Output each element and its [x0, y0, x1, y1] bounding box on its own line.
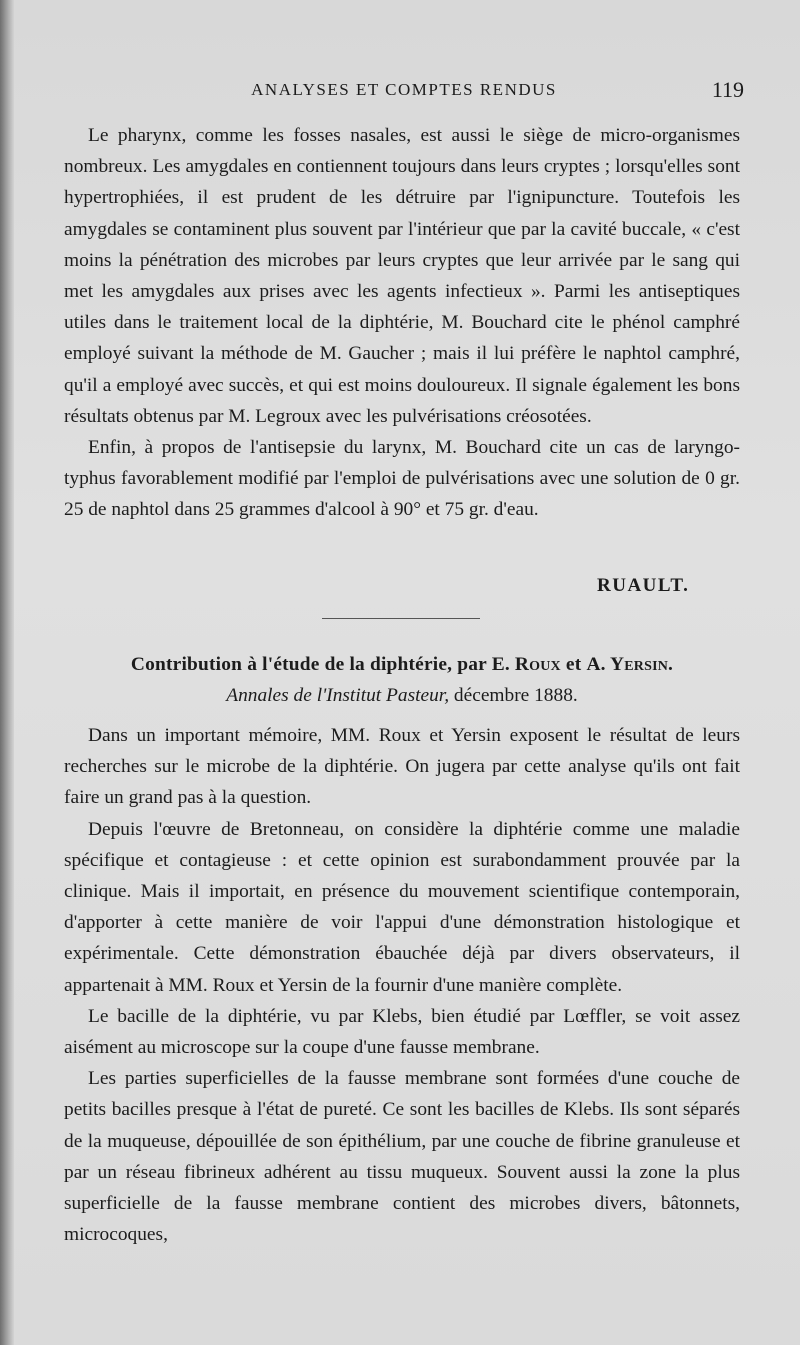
paragraph: Le pharynx, comme les fosses nasales, est aussi le siège de micro-organismes nombreux. Les amygdales en contiennent toujours dans leurs cryptes ; lorsqu'elles sont hypertrophiées, il est prudent de les détruire par l'ignipuncture. Toutefois les amygdales se contaminent plus souvent par l'intérieur que par la cavité buccale, « c'est moins la pénétration des microbes par leurs cryptes que leur arrivée par le sang qui met les amygdales aux prises avec les agents infectieux ». Parmi les antiseptiques utiles dans le traitement local de la diphtérie, M. Bouchard cite le phénol camphré employé suivant la méthode de M. Gaucher ; mais il lui préfère le naphtol camphré, qu'il a employé avec succès, et qui est moins douloureux. Il signale également les bons résultats obtenus par M. Legroux avec les pulvérisations créosotées. [64, 125, 740, 427]
paragraph: Depuis l'œuvre de Bretonneau, on considère la diphtérie comme une maladie spécifique et contagieuse : et cette opinion est surabondamment prouvée par la clinique. Mais il importait, en présence du mouvement scientifique contemporain, d'apporter à cette manière de voir l'appui d'une démonstration histologique et expérimentale. Cette démonstration ébauchée déjà par divers observateurs, il appartenait à MM. Roux et Yersin de la fournir d'une manière complète. [64, 818, 740, 996]
author-yersin: A. Yersin. [586, 654, 674, 675]
page-header [64, 77, 744, 110]
paragraph: Enfin, à propos de l'antisepsie du larynx, M. Bouchard cite un cas de laryngo-typhus favorablement modifié par l'emploi de pulvérisations avec une solution de 0 gr. 25 de naphtol dans 25 grammes d'alcool à 90° et 75 gr. d'eau. [64, 437, 740, 521]
paragraph: Les parties superficielles de la fausse membrane sont formées d'une couche de petits bacilles presque à l'état de pureté. Ce sont les bacilles de Klebs. Ils sont séparés de la muqueuse, dépouillée de son épithélium, par une couche de fibrine granuleuse et par un réseau fibrineux adhérent au tissu muqueux. Souvent aussi la zone la plus superficielle de la fausse membrane contient des microbes divers, bâtonnets, microcoques, [64, 1068, 740, 1246]
page-number: 119 [711, 77, 744, 102]
section-divider [322, 618, 480, 619]
previous-review-text [64, 120, 740, 526]
reviewer-signature: RUAULT. [597, 575, 690, 596]
article-heading [64, 649, 740, 711]
and-word: et [565, 654, 582, 675]
publication-date: décembre 1888. [453, 685, 578, 706]
author-roux: E. Roux [491, 654, 561, 675]
by-word: par [457, 654, 487, 675]
article-body [64, 720, 740, 1250]
paragraph: Le bacille de la diphtérie, vu par Klebs, bien étudié par Lœffler, se voit assez aisément au microscope sur la coupe d'une fausse membrane. [64, 1005, 740, 1059]
book-page [14, 0, 800, 1345]
journal-name: Annales de l'Institut Pasteur, [226, 685, 450, 706]
page-binding-edge [0, 0, 14, 1345]
article-title: Contribution à l'étude de la diphtérie, [130, 654, 453, 675]
paragraph: Dans un important mémoire, MM. Roux et Yersin exposent le résultat de leurs recherches sur le microbe de la diphtérie. On jugera par cette analyse qu'ils ont fait faire un grand pas à la question. [64, 725, 740, 809]
running-title: ANALYSES ET COMPTES RENDUS [251, 80, 557, 99]
